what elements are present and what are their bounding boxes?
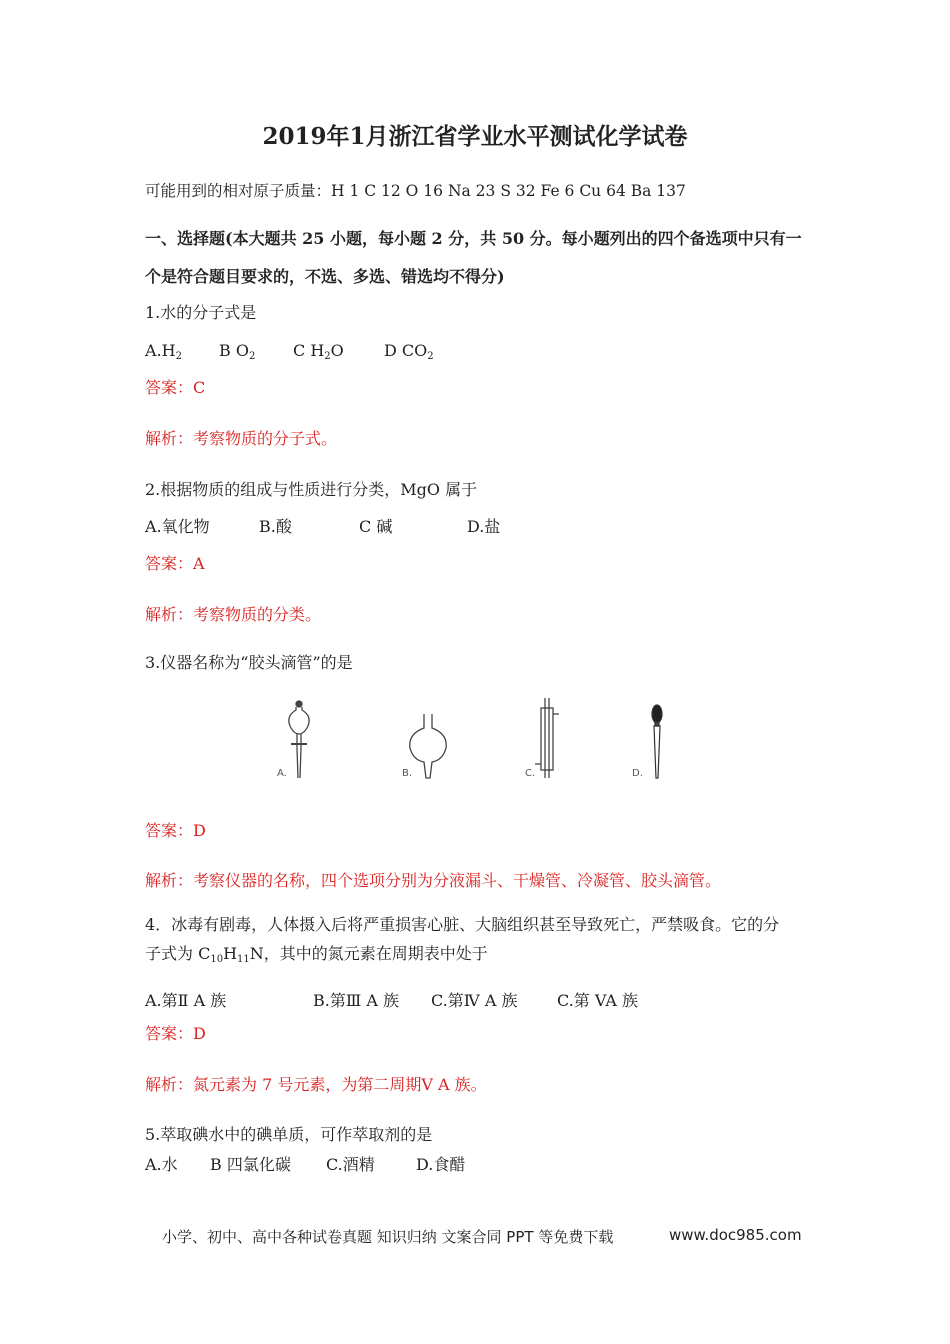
separatory-funnel-icon xyxy=(289,701,309,778)
question-4-analysis: 解析：氮元素为 7 号元素，为第二周期Ⅴ A 族。 xyxy=(145,1075,487,1094)
question-1-option-a: $A.H_2$ xyxy=(145,341,182,362)
question-2-option-c: C 碱 xyxy=(359,517,393,536)
atomic-masses-line: 可能用到的相对原子质量：H 1 C 12 O 16 Na 23 S 32 Fe 6 Cu 64 Ba 137 xyxy=(145,182,686,200)
question-1-option-c: C $H_2O$ xyxy=(293,341,344,362)
question-4-option-d: C.第 VA 族 xyxy=(557,991,638,1010)
apparatus-figure xyxy=(272,696,682,794)
question-5-stem: 5.萃取碘水中的碘单质，可作萃取剂的是 xyxy=(145,1125,433,1144)
apparatus-drawings xyxy=(272,696,682,794)
figure-label-d: D. xyxy=(632,768,643,779)
section-heading-line1: 一、选择题(本大题共 25 小题，每小题 2 分，共 50 分。每小题列出的四个备选项中只有一 xyxy=(145,229,802,248)
question-4-stem-line1: 4．冰毒有剧毒，人体摄入后将严重损害心脏、大脑组织甚至导致死亡，严禁吸食。它的分 xyxy=(145,915,780,934)
drying-tube-icon xyxy=(410,714,446,778)
figure-label-a: A. xyxy=(277,768,287,779)
question-4-option-b: B.第Ⅲ A 族 xyxy=(313,991,400,1010)
dropper-icon xyxy=(652,705,662,778)
question-3-answer: 答案：D xyxy=(145,821,206,840)
question-1-option-b: B $O_2$ xyxy=(219,341,256,362)
question-2-answer: 答案：A xyxy=(145,554,205,573)
question-2-option-a: A.氧化物 xyxy=(145,517,210,536)
footer-link[interactable]: www.doc985.com xyxy=(669,1226,802,1244)
question-1-option-d: D $CO_2$ xyxy=(384,341,434,362)
question-2-stem: 2.根据物质的组成与性质进行分类，MgO 属于 xyxy=(145,480,478,499)
page-footer xyxy=(162,1226,802,1247)
figure-label-c: C. xyxy=(525,768,536,779)
footer-text: 小学、初中、高中各种试卷真题 知识归纳 文案合同 PPT 等免费下载 xyxy=(162,1228,614,1246)
question-5-option-a: A.水 xyxy=(145,1155,178,1174)
question-1-analysis: 解析：考察物质的分子式。 xyxy=(145,429,338,448)
question-3-analysis: 解析：考察仪器的名称，四个选项分别为分液漏斗、干燥管、冷凝管、胶头滴管。 xyxy=(145,871,722,890)
question-2-option-b: B.酸 xyxy=(259,517,292,536)
question-4-option-a: A.第Ⅱ A 族 xyxy=(145,991,227,1010)
section-heading-line2: 个是符合题目要求的，不选、多选、错选均不得分) xyxy=(145,267,505,286)
question-1-stem: 1.水的分子式是 xyxy=(145,303,257,322)
question-4-answer: 答案：D xyxy=(145,1024,206,1043)
question-1-answer: 答案：C xyxy=(145,378,206,397)
question-5-option-b: B 四氯化碳 xyxy=(210,1155,291,1174)
question-2-analysis: 解析：考察物质的分类。 xyxy=(145,605,322,624)
question-4-option-c: C.第Ⅳ A 族 xyxy=(431,991,518,1010)
condenser-icon xyxy=(535,698,559,778)
question-3-stem: 3.仪器名称为“胶头滴管”的是 xyxy=(145,653,353,672)
page-title: 2019年1月浙江省学业水平测试化学试卷 xyxy=(262,123,688,150)
question-5-option-d: D.食醋 xyxy=(416,1155,466,1174)
question-5-option-c: C.酒精 xyxy=(326,1155,375,1174)
question-2-option-d: D.盐 xyxy=(467,517,501,536)
figure-label-b: B. xyxy=(402,768,413,779)
question-4-stem-line2: 子式为 $C_{10}H_{11}N$，其中的氮元素在周期表中处于 xyxy=(145,944,488,965)
